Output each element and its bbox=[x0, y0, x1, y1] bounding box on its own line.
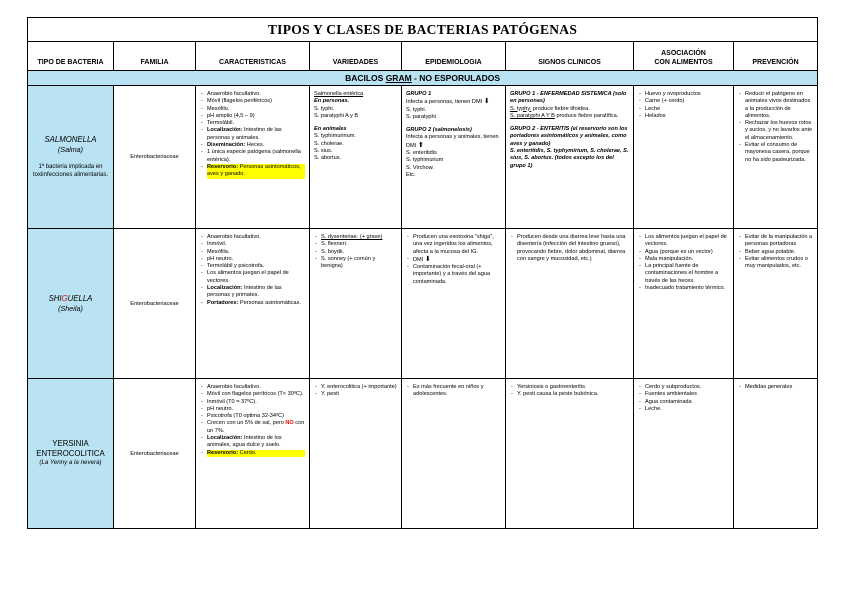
list-item: - Medidas generales bbox=[745, 384, 813, 391]
bacteria-note: 1ª bacteria implicada en toxiinfecciones alimentarias. bbox=[32, 164, 109, 178]
variedades-cell bbox=[310, 229, 402, 379]
header-familia: FAMILIA bbox=[114, 42, 196, 71]
list-item: - Inmóvil (T0 = 37ºC). bbox=[207, 399, 305, 406]
bacteria-name-2: ENTEROCOLITICA bbox=[36, 448, 105, 458]
group-text: Infecta a personas, tienen DMI bbox=[406, 99, 483, 106]
list-item: S. abortus. bbox=[314, 155, 342, 162]
list-item: - Yersiniosis o gastroenteritis. bbox=[517, 384, 629, 391]
bacteria-name: SALMONELLA bbox=[44, 135, 97, 144]
list-item: - Evitar alimentos crudos o muy manipulados, etc. bbox=[745, 256, 813, 271]
list-item: - Inadecuado tratamiento térmico. bbox=[645, 285, 729, 292]
group-text: produce fiebre tifoidea. bbox=[531, 105, 590, 112]
list-item: - Localización: Intestino de las personas y animales. bbox=[207, 127, 305, 142]
header-caracteristicas: CARACTERISTICAS bbox=[196, 42, 310, 71]
asociacion-cell bbox=[634, 86, 734, 229]
list-item: - Crecen con un 5% de sal, pero NO con un 7%. bbox=[207, 420, 305, 435]
bacteria-name: YERSINIA bbox=[52, 439, 89, 449]
list-item: - Huevo y ovoproductos bbox=[645, 91, 729, 98]
header-asociacion: ASOCIACIÓN CON ALIMENTOS bbox=[634, 42, 734, 71]
group-title: GRUPO 1 bbox=[406, 91, 432, 97]
list-item: - Localización: Intestino de las personas y primates. bbox=[207, 285, 305, 300]
asociacion-cell bbox=[634, 229, 734, 379]
group-title: En personas. bbox=[314, 98, 350, 105]
list-item: - Leche. bbox=[645, 406, 729, 413]
list-item: - Mesófila. bbox=[207, 249, 305, 256]
list-item: - Los alimentos juegan el papel de vectores. bbox=[207, 270, 305, 285]
list-item: - Portadores: Personas asintomáticas. bbox=[207, 300, 305, 307]
group-text: produce fiebre paratífica. bbox=[554, 112, 619, 119]
list-item: - Anaerobio facultativo. bbox=[207, 384, 305, 391]
list-item: - Contaminación fecal-oral (+ importante) y a través del agua contaminada. bbox=[413, 264, 501, 286]
variedades-header: Salmonella entérica bbox=[314, 91, 364, 97]
list-item: S. Virchow. bbox=[406, 164, 434, 171]
list-item: - Mala manipulación. bbox=[645, 256, 729, 263]
list-item: S. typhi. bbox=[314, 105, 335, 112]
family-cell: Enterobacteriaceae bbox=[114, 229, 196, 379]
list-item: - Producen desde una diarrea leve hasta una disentería (infección del intestino grueso), provocando fiebre, dolor abdominal, diarrea con sangre y mucosidad, etc.) bbox=[517, 234, 629, 263]
list-item: - Beber agua potable. bbox=[745, 249, 813, 256]
list-item: - Anaerobio facultativo. bbox=[207, 91, 305, 98]
signos-cell bbox=[506, 379, 634, 529]
bacteria-alias: (La Yenny a la nevera) bbox=[39, 459, 102, 467]
header-variedades: VARIEDADES bbox=[310, 42, 402, 71]
list-item: S. typhimurinum. bbox=[314, 133, 356, 140]
group-title: GRUPO 2 - ENTERITIS (el reservorio son los portadores asintomáticos y animales, como aves y ganado) bbox=[510, 126, 628, 147]
variedades-cell bbox=[310, 379, 402, 529]
list-item: - Leche bbox=[645, 106, 729, 113]
signos-cell bbox=[506, 86, 634, 229]
list-item: - S. boydii. bbox=[321, 249, 397, 256]
list-item: - Móvil (flagelos periféricos) bbox=[207, 98, 305, 105]
bacteria-alias: (Salma) bbox=[57, 144, 84, 154]
list-item: - Y. pesti causa la peste bubónica. bbox=[517, 391, 629, 398]
list-item: - Mesófilo. bbox=[207, 106, 305, 113]
variedades-cell bbox=[310, 86, 402, 229]
list-item: - Anaerobio facultativo. bbox=[207, 234, 305, 241]
bacteria-alias: (Sheila) bbox=[58, 303, 83, 313]
header-row bbox=[28, 42, 818, 71]
header-prevencion: PREVENCIÓN bbox=[734, 42, 818, 71]
list-item: - Helados bbox=[645, 113, 729, 120]
list-item: - Los alimentos juegan el papel de vectores. bbox=[645, 234, 729, 249]
arrow-down-icon: ⬇ bbox=[424, 255, 431, 263]
bacteria-name-cell bbox=[28, 229, 114, 379]
group-title: GRUPO 1 - ENFERMEDAD SISTEMICA (solo en personas) bbox=[510, 91, 627, 105]
bacteria-table bbox=[27, 17, 818, 529]
epidemiologia-cell bbox=[402, 229, 506, 379]
group-title: GRUPO 2 (salmonelosis) bbox=[406, 127, 472, 134]
list-item: - Termolábil. bbox=[207, 120, 305, 127]
asociacion-cell bbox=[634, 379, 734, 529]
list-item: - Rechazar los huevos rotos y sucios, y no lavarlos ante el almacenamiento. bbox=[745, 120, 813, 142]
bacteria-name-cell bbox=[28, 379, 114, 529]
family-cell: Enterobacteriaceae bbox=[114, 86, 196, 229]
band-text-2: GRAM bbox=[385, 73, 412, 83]
list-item: - 1 única especie patógena (salmonella entérica). bbox=[207, 149, 305, 164]
list-item: - Reducir el patógeno en animales vivos destinados a la producción de alimentos. bbox=[745, 91, 813, 120]
list-item: - La principal fuente de contaminaciones el hombre a través de las heces. bbox=[645, 263, 729, 285]
arrow-down-icon: ⬇ bbox=[483, 98, 490, 106]
family-cell: Enterobacteriaceae bbox=[114, 379, 196, 529]
list-item: - S. flexneri. bbox=[321, 241, 397, 248]
list-item: - Evitar de la manipulación a personas portadoras bbox=[745, 234, 813, 249]
band-text-1: BACILOS bbox=[345, 73, 386, 83]
caracteristicas-cell bbox=[196, 86, 310, 229]
group-title: En animales bbox=[314, 126, 347, 133]
list-item: - Móvil con flagelos perítricos (T< 30ºC). bbox=[207, 391, 305, 398]
list-item: S. enteritidis bbox=[406, 150, 437, 157]
prevencion-cell bbox=[734, 86, 818, 229]
list-item: S. typhi. bbox=[406, 106, 427, 113]
list-item: - Agua (porque es un vector) bbox=[645, 249, 729, 256]
group-text: S. enteritidis, S. typhymirium, S. cholerae, S. sius, S. abortus. (todos excepto los del grupo 1) bbox=[510, 148, 629, 169]
list-item: - pH neutro. bbox=[207, 406, 305, 413]
arrow-up-icon: ⬆ bbox=[417, 141, 424, 149]
list-item: - Producen una exotoxina "shiga", una vez ingeridos los alimentos, afecta a la mucosa del IG. bbox=[413, 234, 501, 256]
page-title: TIPOS Y CLASES DE BACTERIAS PATÓGENAS bbox=[28, 18, 818, 42]
list-item: S. paratyphi A y B bbox=[314, 112, 359, 119]
signos-cell bbox=[506, 229, 634, 379]
list-item: - Inmóvil. bbox=[207, 241, 305, 248]
bacteria-name-cell bbox=[28, 86, 114, 229]
list-item: - Termolábil y psicotrofa. bbox=[207, 263, 305, 270]
list-item: - S. dysenteriae. (+ grave) bbox=[321, 234, 397, 241]
list-item: - pH amplio (4,5 – 9) bbox=[207, 113, 305, 120]
species-link-text: S. typhy. bbox=[510, 105, 532, 112]
list-item: - Localización: Intestino de los animales, agua dulce y suelo. bbox=[207, 435, 305, 450]
prevencion-cell bbox=[734, 379, 818, 529]
list-item: - Fuentes ambientales bbox=[645, 391, 729, 398]
list-item: - pH neutro. bbox=[207, 256, 305, 263]
list-item: - Carne (+ cerdo) bbox=[645, 98, 729, 105]
caracteristicas-cell bbox=[196, 379, 310, 529]
table-row-salmonella bbox=[28, 86, 818, 229]
list-item: S. cholerae. bbox=[314, 140, 344, 147]
header-signos: SIGNOS CLINICOS bbox=[506, 42, 634, 71]
list-item: S. sius. bbox=[314, 148, 333, 155]
table-row-yersinia bbox=[28, 379, 818, 529]
caracteristicas-cell bbox=[196, 229, 310, 379]
list-item-highlight: - Reservorio: Cerdo. bbox=[207, 450, 305, 457]
list-item: S. paratyphi bbox=[406, 113, 436, 120]
list-item: - Agua contaminada bbox=[645, 399, 729, 406]
bacteria-table-sheet bbox=[27, 17, 817, 529]
list-item: S. typhimurium bbox=[406, 157, 444, 164]
list-item: - Y. enterocolitica (+ importante) bbox=[321, 384, 397, 391]
prevencion-cell bbox=[734, 229, 818, 379]
list-item: - S. sonney (+ común y benigna) bbox=[321, 256, 397, 271]
epidemiologia-cell bbox=[402, 86, 506, 229]
list-item: - Y. pesti bbox=[321, 391, 397, 398]
section-band bbox=[28, 71, 818, 86]
header-tipo: TIPO DE BACTERIA bbox=[28, 42, 114, 71]
epidemiologia-cell bbox=[402, 379, 506, 529]
header-epidemiologia: EPIDEMIOLOGIA bbox=[402, 42, 506, 71]
list-item: - Cerdo y subproductos. bbox=[645, 384, 729, 391]
list-item: - Psicotrofa (T0 optima 32-34ºC) bbox=[207, 413, 305, 420]
list-item: - Evitar el consumo de mayonesa casera, porque no ha sido pasteurizada. bbox=[745, 142, 813, 164]
band-text-3: - NO ESPORULADOS bbox=[411, 73, 500, 83]
table-row-shiguella bbox=[28, 229, 818, 379]
list-item: Etc. bbox=[406, 171, 416, 178]
species-link-text: S. paratyphi A Y B bbox=[510, 112, 555, 119]
list-item: - Es más frecuente en niños y adolescentes. bbox=[413, 384, 501, 399]
list-item-highlight: - Reservorio: Personas asintomáticos, aves y ganado. bbox=[207, 164, 305, 179]
bacteria-name: SHIGUELLA bbox=[48, 294, 93, 303]
list-item: - Diseminación: Heces. bbox=[207, 142, 305, 149]
group-text: Infecta a personas y animales, tienen DMI bbox=[406, 134, 499, 149]
list-item: - DMI ⬇ bbox=[413, 256, 501, 264]
